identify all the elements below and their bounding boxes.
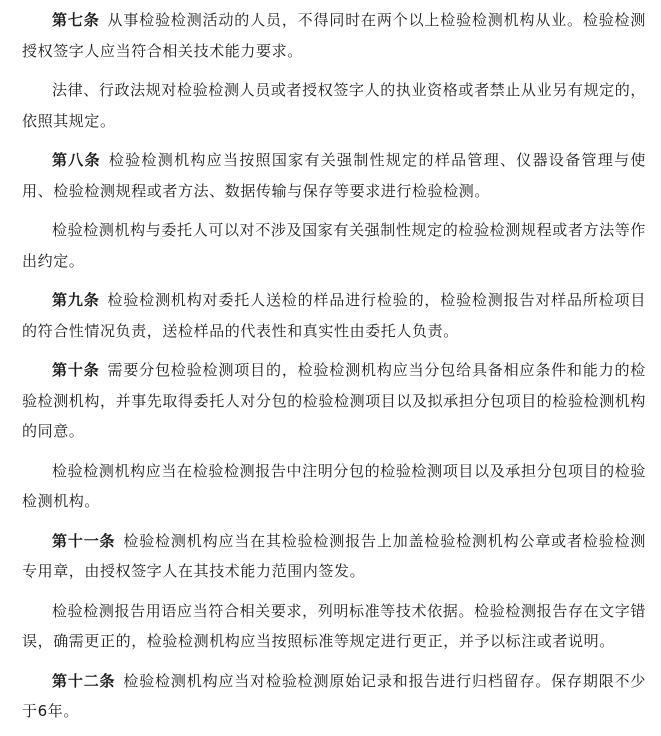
paragraph-article-12 [22,666,646,727]
paragraph-article-10-clause-2 [22,456,646,517]
paragraph-text: 法律、行政法规对检验检测人员或者授权签字人的执业资格或者禁止从业另有规定的，依照其规定。 [22,81,646,130]
paragraph-article-7 [22,5,646,66]
article-heading: 第十条 [52,361,100,379]
paragraph-text: 检验检测机构对委托人送检的样品进行检验的，检验检测报告对样品所检项目的符合性情况负责，送检样品的代表性和真实性由委托人负责。 [22,291,646,340]
paragraph-text: 检验检测机构应当在检验检测报告中注明分包的检验检测项目以及承担分包项目的检验检测机构。 [22,461,646,510]
paragraph-article-11-clause-2 [22,596,646,657]
article-heading: 第七条 [52,11,100,29]
paragraph-text: 检验检测机构应当按照国家有关强制性规定的样品管理、仪器设备管理与使用、检验检测规程或者方法、数据传输与保存等要求进行检验检测。 [22,151,646,200]
document-body [22,5,646,736]
article-heading: 第十二条 [52,671,116,690]
paragraph-article-8 [22,145,646,206]
paragraph-article-11 [22,526,646,587]
article-heading: 第八条 [52,151,101,169]
paragraph-text: 检验检测报告用语应当符合相关要求，列明标准等技术依据。检验检测报告存在文字错误，确需更正的，检验检测机构应当按照标准等规定进行更正，并予以标注或者说明。 [22,601,646,650]
paragraph-article-9 [22,285,646,346]
paragraph-article-10 [22,355,646,447]
article-heading: 第十一条 [52,531,116,550]
paragraph-text: 检验检测机构应当在其检验检测报告上加盖检验检测机构公章或者检验检测专用章，由授权签字人在其技术能力范围内签发。 [22,531,646,580]
paragraph-text: 从事检验检测活动的人员，不得同时在两个以上检验检测机构从业。检验检测授权签字人应当符合相关技术能力要求。 [22,11,646,60]
paragraph-text: 检验检测机构应当对检验检测原始记录和报告进行归档留存。保存期限不少于6年。 [22,671,646,720]
paragraph-article-7-clause-2 [22,75,646,136]
paragraph-text: 检验检测机构与委托人可以对不涉及国家有关强制性规定的检验检测规程或者方法等作出约定。 [22,221,646,270]
paragraph-text: 需要分包检验检测项目的，检验检测机构应当分包给具备相应条件和能力的检验检测机构，并事先取得委托人对分包的检验检测项目以及拟承担分包项目的检验检测机构的同意。 [22,361,647,440]
paragraph-article-8-clause-2 [22,215,646,276]
article-heading: 第九条 [52,291,100,309]
